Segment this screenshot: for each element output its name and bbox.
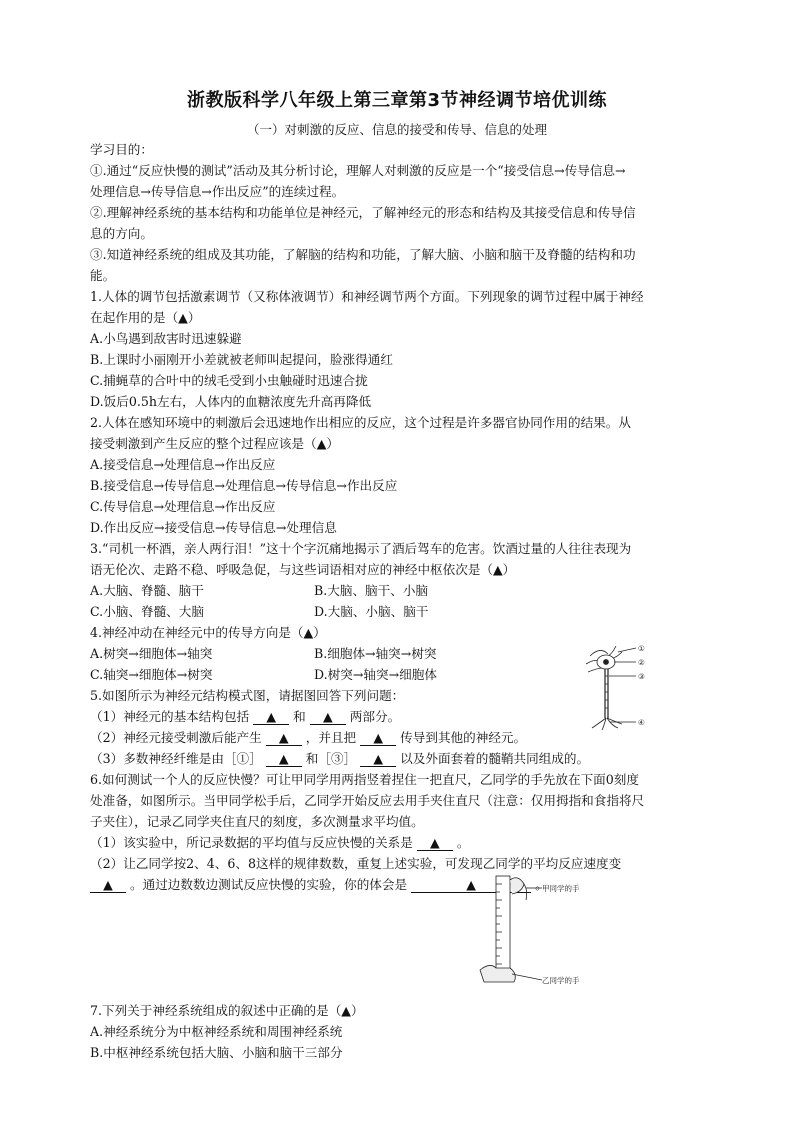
q4-option-b: B.细胞体→轴突→树突 [314, 646, 437, 661]
answer-blank[interactable]: ▲ [417, 835, 453, 851]
q7-option-b: B.中枢神经系统包括大脑、小脑和脑干三部分 [90, 1045, 343, 1060]
q1-stem: 在起作用的是（▲） [90, 310, 201, 325]
q2-option-c: C.传导信息→处理信息→作出反应 [90, 499, 276, 514]
q4-option-d: D.树突→轴突→细胞体 [314, 667, 437, 682]
q4-stem: 4.神经冲动在神经元中的传导方向是（▲） [90, 625, 326, 640]
q3-option-c: C.小脑、脊髓、大脑 [90, 604, 204, 619]
q2-stem: 接受刺激到产生反应的整个过程应该是（▲） [90, 436, 339, 451]
ruler-label-top: 甲同学的手 [542, 884, 580, 893]
q6-stem: 6.如何测试一个人的反应快慢？可让甲同学用两指竖着捏住一把直尺，乙同学的手先放在下面0刻度 [90, 772, 639, 787]
q3-option-d: D.大脑、小脑、脑干 [314, 604, 429, 619]
q3-option-b: B.大脑、脑干、小脑 [314, 583, 429, 598]
page-title: 浙教版科学八年级上第三章第3节神经调节培优训练 [186, 90, 608, 111]
answer-blank[interactable]: ▲ [253, 709, 289, 725]
answer-blank[interactable]: ▲ [266, 751, 302, 767]
q7-stem: 7.下列关于神经系统组成的叙述中正确的是（▲） [90, 1003, 364, 1018]
goals-header: 学习目的： [90, 142, 153, 157]
q2-stem: 2.人体在感知环境中的刺激后会迅速地作出相应的反应，这个过程是许多器官协同作用的结果。从 [90, 415, 631, 430]
q7-option-a: A.神经系统分为中枢神经系统和周围神经系统 [90, 1024, 343, 1039]
neuron-label-1: ① [638, 644, 645, 653]
ruler-label-bottom: 乙同学的手 [542, 976, 580, 985]
answer-blank[interactable]: ▲ [360, 730, 396, 746]
q5-part-1: （1）神经元的基本结构包括 ▲ 和 ▲ 两部分。 [90, 709, 401, 724]
q5-stem: 5.如图所示为神经元结构模式图，请据图回答下列问题： [90, 688, 405, 703]
goal-line: ③.知道神经系统的组成及其功能，了解脑的结构和功能，了解大脑、小脑和脑干及脊髓的结构和功 [90, 247, 636, 262]
q5-part-3: （3）多数神经纤维是由［①］ ▲ 和［③］ ▲ 以及外面套着的髓鞘共同组成的。 [90, 751, 590, 766]
worksheet-body [90, 139, 704, 1063]
q5-part-2: （2）神经元接受刺激后能产生 ▲ ，并且把 ▲ 传导到其他的神经元。 [90, 730, 527, 745]
q1-stem: 1.人体的调节包括激素调节（又称体液调节）和神经调节两个方面。下列现象的调节过程中属于神经 [90, 289, 644, 304]
answer-blank[interactable]: ▲ [360, 751, 396, 767]
q3-option-a: A.大脑、脊髓、脑干 [90, 583, 204, 598]
q2-option-a: A.接受信息→处理信息→作出反应 [90, 457, 276, 472]
answer-blank[interactable]: ▲ [90, 877, 126, 893]
q3-options-row [90, 580, 704, 601]
q4-option-c: C.轴突→细胞体→树突 [90, 667, 213, 682]
figure-spacer [90, 895, 704, 1000]
q3-options-row [90, 601, 704, 622]
answer-blank[interactable]: ▲ [310, 709, 346, 725]
goal-line: 能。 [90, 268, 116, 283]
ruler-experiment-diagram [470, 870, 590, 988]
q6-stem: 处准备，如图所示。当甲同学松手后，乙同学开始反应去用手夹住直尺（注意：仅用拇指和食指将尺 [90, 793, 645, 808]
q6-part-2: （2）让乙同学按2、4、6、8这样的规律数数，重复上述实验，可发现乙同学的平均反应速度变 [90, 856, 622, 871]
q6-stem: 子夹住），记录乙同学夹住直尺的刻度，多次测量求平均值。 [90, 814, 424, 829]
neuron-label-2: ② [638, 658, 645, 667]
q6-part-2-cont: ▲ 。通过边数数边测试反应快慢的实验，你的体会是 ▲ 。 [90, 874, 704, 895]
neuron-label-3: ③ [638, 672, 645, 681]
goal-line: 处理信息→传导信息→作出反应”的连续过程。 [90, 184, 345, 199]
answer-blank[interactable]: ▲ [411, 877, 531, 893]
goal-line: ①.通过“反应快慢的测试”活动及其分析讨论，理解人对刺激的反应是一个“接受信息→传导信息→ [90, 163, 626, 178]
answer-blank[interactable]: ▲ [266, 730, 302, 746]
neuron-label-4: ④ [638, 718, 645, 727]
q1-option-a: A.小鸟遇到敌害时迅速躲避 [90, 331, 242, 346]
q4-option-a: A.树突→细胞体→轴突 [90, 646, 213, 661]
goal-line: 息的方向。 [90, 226, 153, 241]
section-subtitle: （一）对刺激的反应、信息的接受和传导、信息的处理 [246, 122, 547, 137]
q1-option-b: B.上课时小丽刚开小差就被老师叫起提问，脸涨得通红 [90, 352, 393, 367]
q1-option-c: C.捕蝇草的合叶中的绒毛受到小虫触碰时迅速合拢 [90, 373, 368, 388]
q2-option-d: D.作出反应→接受信息→传导信息→处理信息 [90, 520, 337, 535]
q3-stem: 语无伦次、走路不稳、呼吸急促，与这些词语相对应的神经中枢依次是（▲） [90, 562, 516, 577]
q6-part-1: （1）该实验中，所记录数据的平均值与反应快慢的关系是 ▲ 。 [90, 835, 470, 850]
q3-stem: 3.“司机一杯酒，亲人两行泪！”这十个字沉痛地揭示了酒后驾车的危害。饮酒过量的人往往表现为 [90, 541, 632, 556]
q1-option-d: D.饭后0.5h左右，人体内的血糖浓度先升高再降低 [90, 394, 372, 409]
q2-option-b: B.接受信息→传导信息→处理信息→传导信息→作出反应 [90, 478, 398, 493]
goal-line: ②.理解神经系统的基本结构和功能单位是神经元，了解神经元的形态和结构及其接受信息和传导信 [90, 205, 636, 220]
neuron-diagram [578, 640, 658, 732]
